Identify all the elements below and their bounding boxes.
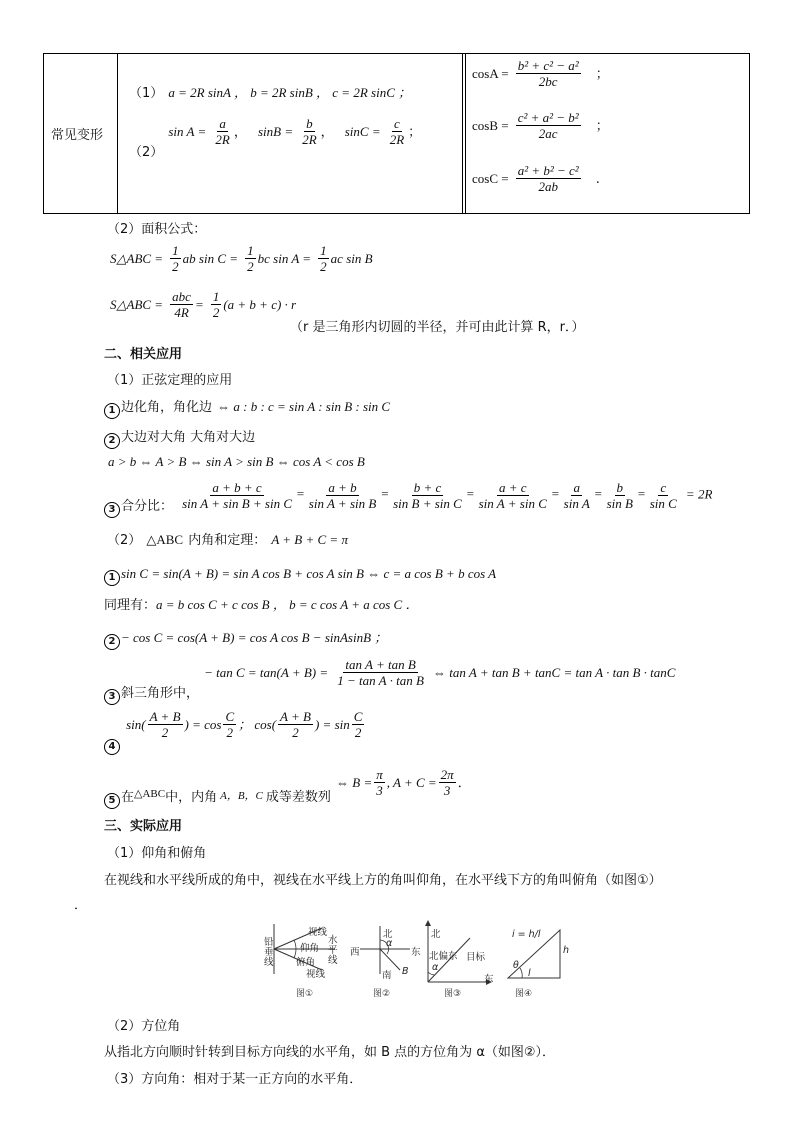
ratio-fraction: $\frac{a + b + c}{\text{sin A + sin B + sin C}}$: [182, 480, 292, 511]
fig1-plumb-label: 铅垂线: [264, 937, 274, 968]
cosC-formula: cosC = $\frac{\text{a² + b² − c²}}{2ab}$ .: [472, 163, 600, 194]
rule-3: 3 $_{合分比:}$ $\frac{a + b + c}{\text{sin A + sin B + sin C}}$ = $\frac{a + b}{\text{sin A + sin B}}$ = $\frac{b + c}{\text{sin B + sin C}}$ = $\frac{a + c}{\text{sin A + sin C}}$ = $\frac{a}{\text{sin A}}$ = $\frac{b}{\text{sin B}}$ = $\frac{c}{\text{sin C}}$ = 2R: [104, 480, 712, 511]
table-divider-double: [462, 54, 466, 213]
fig1-horizontal-label: 水平线: [328, 935, 338, 966]
fig1-sight-bottom: 视线: [306, 969, 326, 980]
fig1-depression-label: 俯角: [296, 957, 316, 968]
ratio-fraction: $\frac{a}{\text{sin A}}$: [563, 480, 590, 511]
area-formula-2: S△ABC = $\frac{\text{abc}}{4R}$ = $\frac{1}{2}$ (a + b + c) · r: [110, 289, 297, 320]
fig4-l: l: [528, 968, 531, 979]
fig2-west: 西: [350, 947, 360, 958]
elevation-heading: （1）仰角和俯角: [107, 846, 207, 861]
angle-sum-line: （2） △ABC 内角和定理： A + B + C = π: [107, 532, 348, 548]
circled-1b-icon: 1: [104, 570, 120, 586]
ratio-fraction: $\frac{a + b}{\text{sin A + sin B}}$: [308, 480, 377, 511]
fig3-north: 北: [431, 929, 441, 940]
fig3-target: 目标: [466, 952, 486, 963]
formula-table: [43, 53, 750, 214]
identity-1: 1 sin C = sin(A + B) = sin A cos B + cos A sin B ⇔ c = a cos B + b cos A: [104, 563, 496, 586]
equals-sign: =: [465, 486, 475, 502]
circled-1-icon: 1: [104, 403, 120, 419]
fig2-caption: 图②: [373, 989, 391, 999]
fig4-caption: 图④: [515, 989, 533, 999]
equals-sign: =: [636, 486, 646, 502]
fig3-east: 东: [484, 974, 494, 985]
ratio-fraction: $\frac{b + c}{\text{sin B + sin C}}$: [393, 480, 462, 511]
azimuth-heading: （2）方位角: [107, 1019, 181, 1034]
fig4-h: h: [563, 945, 570, 956]
rule-2-formula: a > b ⇔ A > B ⇔ sin A > sin B ⇔ cos A < cos B: [108, 454, 365, 469]
similarly-line: 同理有：a = b cos C + c cos B ， b = c cos A + a cos C ．: [104, 597, 419, 613]
table-divider: [117, 54, 118, 213]
fig2-point-b: B: [402, 966, 409, 977]
cosA-formula: cosA = $\frac{\text{b² + c² − a²}}{2bc}$ ；: [472, 58, 609, 89]
fig4-theta: θ: [513, 960, 519, 971]
fig3-alpha: α: [432, 962, 439, 973]
section-2-title: 二、相关应用: [104, 347, 183, 362]
azimuth-paragraph: 从指北方向顺时针转到目标方向线的水平角，如 B 点的方位角为 α（如图②）．: [104, 1045, 556, 1060]
elevation-paragraph-end: ．: [74, 898, 88, 913]
identity-4: 4 sin( $\frac{A + B}{2}$ ) = cos $\frac{C}{2}$ ； cos( $\frac{A + B}{2}$ ) = sin $\frac{C}{2}$: [104, 709, 366, 740]
fig1-caption: 图①: [296, 989, 314, 999]
fig2-alpha: α: [386, 938, 393, 949]
rule-1: 1 边化角，角化边 ⇔ a : b : c = sin A : sin B : sin C: [104, 396, 390, 419]
fig1-sight-top: 视线: [308, 927, 328, 938]
circled-5-icon: 5: [104, 793, 120, 809]
rule-2: 2 大边对大角 大角对大边: [104, 426, 255, 449]
ratio-fraction: $\frac{b}{\text{sin B}}$: [606, 480, 633, 511]
fig3-ne-label: 北偏东: [429, 951, 458, 962]
sine-law-heading: （1）正弦定理的应用: [107, 373, 233, 388]
ratio-fraction: $\frac{a + c}{\text{sin A + sin C}}$: [478, 480, 547, 511]
circled-3-icon: 3: [104, 502, 120, 518]
area-note: （r 是三角形内切圆的半径，并可由此计算 R，r．）: [290, 320, 585, 335]
circled-2b-icon: 2: [104, 634, 120, 650]
circled-2-icon: 2: [104, 433, 120, 449]
fig3-caption: 图③: [444, 989, 462, 999]
row-label: 常见变形: [51, 128, 104, 143]
fig1-elevation-label: 仰角: [300, 943, 320, 954]
equals-sign: =: [380, 486, 390, 502]
elevation-paragraph: 在视线和水平线所成的角中，视线在水平线上方的角叫仰角，在水平线下方的角叫俯角（如图①）: [104, 873, 662, 888]
fig2-south: 南: [382, 970, 392, 981]
circled-4-icon: 4: [104, 739, 120, 755]
area-heading: （2）面积公式：: [107, 222, 207, 237]
equals-sign: =: [296, 486, 305, 502]
variant-2: $_{(2)}$ sin A = $\frac{a}{2R}$ ， sinB = $\frac{b}{2R}$ ， sinC = $\frac{c}{2R}$ ；: [129, 116, 422, 160]
direction-angle-line: （3）方向角：相对于某一正方向的水平角．: [107, 1072, 363, 1087]
identity-5: 5 $_{在\triangle ABC中,内角}$ $_{A,B,C}$ $_{成等差数列}$ ⇔ B = $\frac{\pi}{3}$ , A + C = $\frac{2\pi}{3}$ ．: [104, 767, 471, 798]
ratio-fraction: $\frac{c}{\text{sin C}}$: [649, 480, 677, 511]
identity-3: 3 $_{斜三角形中,}$ − tan C = tan(A + B) = $\frac{\text{tan A + tan B}}{\text{1 − tan A · tan B}}$ ⇔ tan A + tan B + tanC = tan A · tan B · tanC: [104, 657, 675, 688]
cosB-formula: cosB = $\frac{\text{c² + a² − b²}}{2ac}$ ；: [472, 110, 609, 141]
area-formula-1: S△ABC = $\frac{1}{2}$ ab sin C = $\frac{1}{2}$ bc sin A = $\frac{1}{2}$ ac sin B: [110, 243, 373, 274]
fig4-slope-ratio: i = h/l: [512, 929, 541, 940]
equals-sign: =: [593, 486, 603, 502]
variant-1: （1） a = 2R sinA ， b = 2R sinB ， c = 2R sinC ；: [129, 85, 412, 101]
equals-sign: =: [550, 486, 560, 502]
fig2-north: 北: [383, 929, 393, 940]
section-3-title: 三、实际应用: [104, 819, 183, 834]
fig2-east: 东: [411, 947, 421, 958]
circled-3b-icon: 3: [104, 689, 120, 705]
identity-2: 2 − cos C = cos(A + B) = cos A cos B − sinAsinB ；: [104, 627, 387, 650]
